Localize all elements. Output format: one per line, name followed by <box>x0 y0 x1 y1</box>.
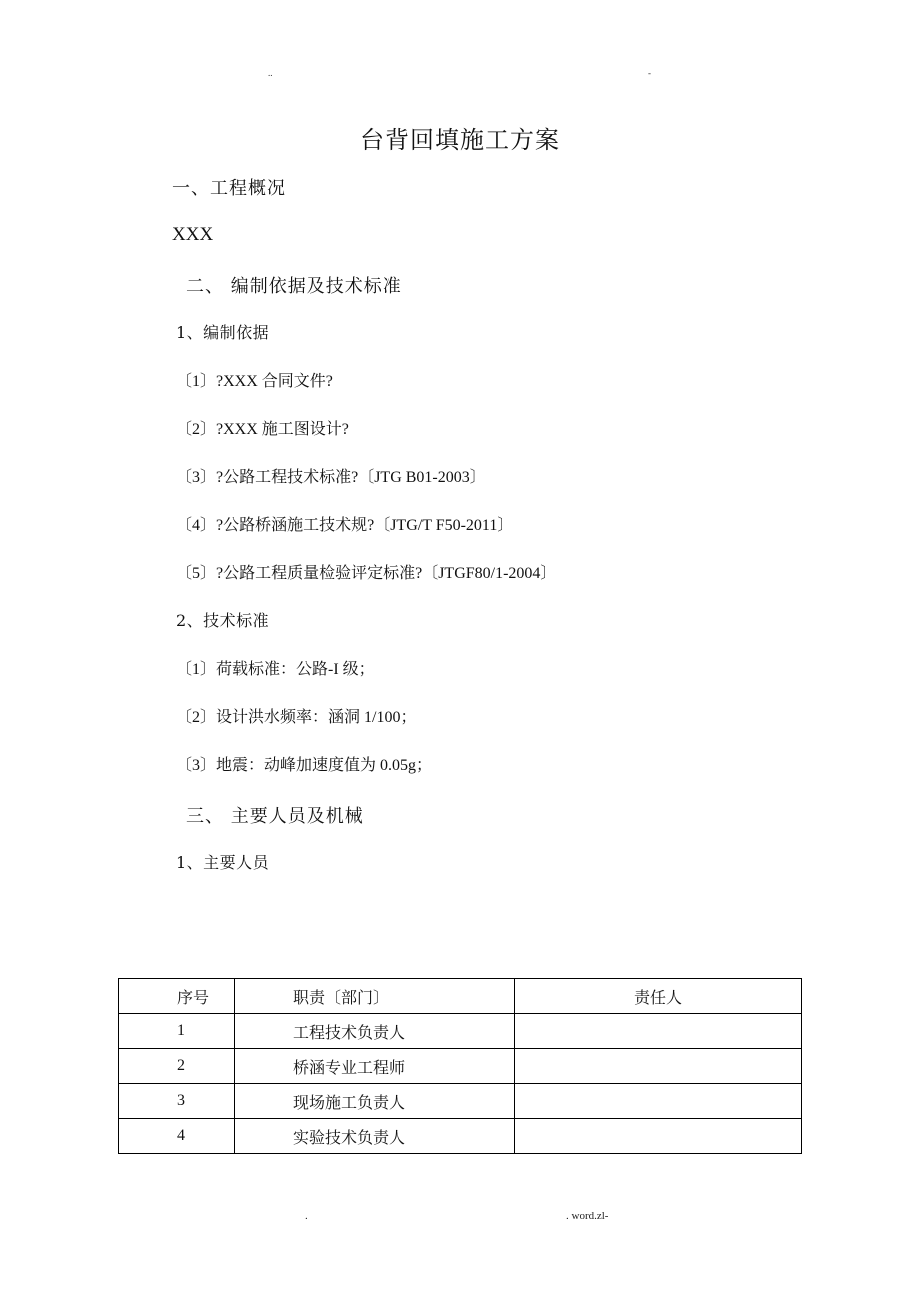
section-2-heading: 二、 编制依据及技术标准 <box>186 276 402 297</box>
table-cell-index: 1 <box>119 1014 235 1049</box>
table-row <box>119 1049 802 1084</box>
section-3-1-heading: 1、主要人员 <box>176 853 270 872</box>
table-header-cell: 职责〔部门〕 <box>235 979 515 1014</box>
table-row <box>119 1119 802 1154</box>
table-cell-index: 4 <box>119 1119 235 1154</box>
footer-right-text: . word.zl- <box>566 1210 609 1222</box>
basis-item-1: 〔1〕?XXX 合同文件? <box>176 373 333 390</box>
section-2-2-heading: 2、技术标准 <box>176 611 270 630</box>
footer-left-mark: . <box>305 1210 308 1222</box>
table-cell-index: 3 <box>119 1084 235 1119</box>
section-1-heading: 一、工程概况 <box>172 178 286 199</box>
table-header-cell: 序号 <box>119 979 235 1014</box>
table-row <box>119 1014 802 1049</box>
basis-item-2: 〔2〕?XXX 施工图设计? <box>176 421 349 438</box>
section-1-body: XXX <box>172 224 214 245</box>
document-title: 台背回填施工方案 <box>360 126 560 154</box>
table-cell-role: 现场施工负责人 <box>235 1084 515 1119</box>
table-cell-person <box>515 1049 802 1084</box>
table-header-row <box>119 979 802 1014</box>
basis-item-4: 〔4〕?公路桥涵施工技术规?〔JTG/T F50-2011〕 <box>176 517 514 534</box>
table-cell-role: 实验技术负责人 <box>235 1119 515 1154</box>
basis-item-3: 〔3〕?公路工程技术标准?〔JTG B01-2003〕 <box>176 469 486 486</box>
table-cell-index: 2 <box>119 1049 235 1084</box>
table-cell-person <box>515 1084 802 1119</box>
header-left-mark: .. <box>268 68 273 78</box>
standard-item-3: 〔3〕地震：动峰加速度值为 0.05g； <box>176 757 433 774</box>
standard-item-2: 〔2〕设计洪水频率：涵洞 1/100； <box>176 709 417 726</box>
basis-item-5: 〔5〕?公路工程质量检验评定标准?〔JTGF80/1-2004〕 <box>176 565 557 582</box>
header-right-mark: - <box>648 68 651 78</box>
table-row <box>119 1084 802 1119</box>
table-cell-person <box>515 1014 802 1049</box>
section-3-heading: 三、 主要人员及机械 <box>186 806 364 827</box>
standard-item-1: 〔1〕荷载标准：公路-I 级； <box>176 661 375 678</box>
table-cell-role: 桥涵专业工程师 <box>235 1049 515 1084</box>
table-header-cell: 责任人 <box>515 979 802 1014</box>
personnel-table <box>118 978 802 1154</box>
table-cell-role: 工程技术负责人 <box>235 1014 515 1049</box>
section-2-1-heading: 1、编制依据 <box>176 323 270 342</box>
table-cell-person <box>515 1119 802 1154</box>
